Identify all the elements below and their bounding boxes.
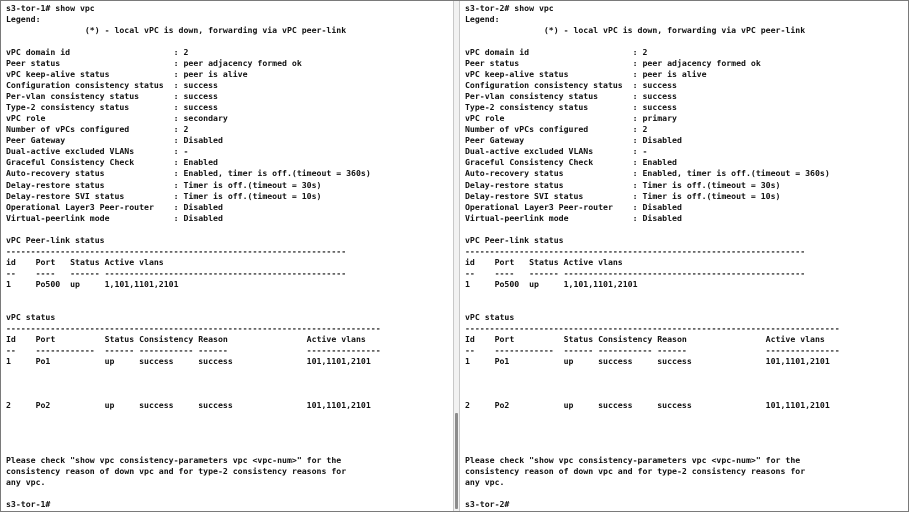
- terminal-line: [6, 378, 381, 389]
- terminal-line: [465, 367, 840, 378]
- terminal-line: Id Port Status Consistency Reason Active vlans: [6, 333, 366, 344]
- terminal-line: vPC keep-alive status : peer is alive: [465, 69, 707, 80]
- terminal-line: id Port Status Active vlans: [6, 256, 164, 267]
- terminal-line: Number of vPCs configured : 2: [465, 124, 648, 135]
- terminal-line: [465, 411, 840, 422]
- terminal-line: vPC role : primary: [465, 113, 677, 124]
- terminal-line: Type-2 consistency status : success: [465, 102, 677, 113]
- terminal-line: [465, 290, 840, 301]
- terminal-line: -- ------------ ------ ----------- ------ ---------------: [6, 344, 381, 355]
- terminal-line: Type-2 consistency status : success: [6, 102, 218, 113]
- terminal-line: [465, 433, 840, 444]
- terminal-line: Auto-recovery status : Enabled, timer is off.(timeout = 360s): [465, 168, 830, 179]
- terminal-line: Id Port Status Consistency Reason Active vlans: [465, 333, 825, 344]
- terminal-line: -- ------------ ------ ----------- ------ ---------------: [465, 344, 840, 355]
- terminal-line: Delay-restore SVI status : Timer is off.(timeout = 10s): [6, 190, 322, 201]
- terminal-line: s3-tor-2# show vpc: [465, 3, 554, 13]
- terminal-line: Please check "show vpc consistency-parameters vpc <vpc-num>" for the: [6, 455, 342, 466]
- terminal-line: [465, 488, 840, 499]
- terminal-line: [6, 411, 381, 422]
- terminal-line: Delay-restore status : Timer is off.(timeout = 30s): [465, 179, 781, 190]
- terminal-line: [6, 433, 381, 444]
- terminal-line: 2 Po2 up success success 101,1101,2101: [465, 400, 830, 411]
- terminal-line: 1 Po500 up 1,101,1101,2101: [6, 278, 179, 289]
- terminal-line: 1 Po500 up 1,101,1101,2101: [465, 278, 638, 289]
- terminal-line: vPC keep-alive status : peer is alive: [6, 69, 248, 80]
- terminal-line: [6, 367, 381, 378]
- terminal-line: 2 Po2 up success success 101,1101,2101: [6, 400, 371, 411]
- terminal-line: [6, 36, 381, 47]
- terminal-line: Dual-active excluded VLANs : -: [6, 146, 189, 157]
- terminal-line: -- ---- ------ -------------------------------------------------: [465, 267, 806, 278]
- terminal-line: vPC status: [6, 311, 56, 322]
- terminal-line: ---------------------------------------------------------------------: [6, 245, 347, 256]
- terminal-line: [6, 389, 381, 400]
- terminal-line: [6, 488, 381, 499]
- terminal-line: Number of vPCs configured : 2: [6, 124, 189, 135]
- terminal-line: [6, 444, 381, 455]
- terminal-line: Virtual-peerlink mode : Disabled: [465, 212, 682, 223]
- terminal-pane-s3-tor-1[interactable]: [1, 1, 453, 511]
- terminal-line: any vpc.: [465, 477, 505, 488]
- terminal-line: (*) - local vPC is down, forwarding via vPC peer-link: [465, 25, 806, 36]
- terminal-line: 1 Po1 up success success 101,1101,2101: [465, 356, 830, 366]
- terminal-line: Please check "show vpc consistency-parameters vpc <vpc-num>" for the: [465, 455, 801, 466]
- terminal-line: Legend:: [465, 14, 500, 25]
- terminal-line: Virtual-peerlink mode : Disabled: [6, 212, 223, 223]
- terminal-line: vPC status: [465, 311, 515, 322]
- terminal-line: vPC domain id : 2: [465, 47, 648, 58]
- terminal-line: consistency reason of down vpc and for type-2 consistency reasons for: [465, 466, 806, 477]
- terminal-line: [465, 422, 840, 433]
- terminal-line: s3-tor-1#: [6, 499, 51, 510]
- terminal-line: ----------------------------------------------------------------------------: [6, 322, 381, 333]
- terminal-line: vPC Peer-link status: [6, 234, 105, 245]
- terminal-line: [6, 224, 381, 235]
- terminal-line: s3-tor-1# show vpc: [6, 3, 95, 13]
- terminal-line: Configuration consistency status : success: [6, 80, 218, 91]
- terminal-line: -- ---- ------ -------------------------------------------------: [6, 267, 347, 278]
- terminal-line: Peer status : peer adjacency formed ok: [465, 58, 761, 69]
- terminal-line: [6, 301, 381, 312]
- terminal-line: Graceful Consistency Check : Enabled: [465, 157, 677, 168]
- terminal-line: Peer Gateway : Disabled: [465, 135, 682, 146]
- terminal-line: [6, 422, 381, 433]
- terminal-line: [465, 36, 840, 47]
- terminal-output: [465, 3, 840, 510]
- terminal-line: Delay-restore SVI status : Timer is off.(timeout = 10s): [465, 190, 781, 201]
- scrollbar-thumb[interactable]: [455, 413, 458, 509]
- terminal-line: Per-vlan consistency status : success: [465, 91, 677, 102]
- terminal-line: [6, 290, 381, 301]
- terminal-line: [465, 224, 840, 235]
- terminal-line: id Port Status Active vlans: [465, 256, 623, 267]
- terminal-line: [465, 378, 840, 389]
- terminal-line: ---------------------------------------------------------------------: [465, 245, 806, 256]
- terminal-line: vPC domain id : 2: [6, 47, 189, 58]
- terminal-pane-s3-tor-2[interactable]: [460, 1, 908, 511]
- terminal-line: ----------------------------------------------------------------------------: [465, 322, 840, 333]
- terminal-line: Peer status : peer adjacency formed ok: [6, 58, 302, 69]
- terminal-line: vPC Peer-link status: [465, 234, 564, 245]
- terminal-line: Legend:: [6, 14, 41, 25]
- terminal-line: Graceful Consistency Check : Enabled: [6, 157, 218, 168]
- terminal-line: Peer Gateway : Disabled: [6, 135, 223, 146]
- terminal-line: Configuration consistency status : success: [465, 80, 677, 91]
- terminal-line: [465, 301, 840, 312]
- terminal-line: [465, 389, 840, 400]
- terminal-line: [465, 444, 840, 455]
- terminal-output: [6, 3, 381, 510]
- terminal-line: Auto-recovery status : Enabled, timer is off.(timeout = 360s): [6, 168, 371, 179]
- terminal-line: any vpc.: [6, 477, 46, 488]
- terminal-line: Operational Layer3 Peer-router : Disabled: [6, 201, 223, 212]
- terminal-line: Per-vlan consistency status : success: [6, 91, 218, 102]
- terminal-line: Delay-restore status : Timer is off.(timeout = 30s): [6, 179, 322, 190]
- terminal-line: (*) - local vPC is down, forwarding via vPC peer-link: [6, 25, 347, 36]
- terminal-line: consistency reason of down vpc and for type-2 consistency reasons for: [6, 466, 347, 477]
- terminal-line: Operational Layer3 Peer-router : Disabled: [465, 201, 682, 212]
- terminal-line: Dual-active excluded VLANs : -: [465, 146, 648, 157]
- terminal-line: s3-tor-2#: [465, 499, 510, 510]
- terminal-line: vPC role : secondary: [6, 113, 228, 124]
- terminal-line: 1 Po1 up success success 101,1101,2101: [6, 356, 371, 366]
